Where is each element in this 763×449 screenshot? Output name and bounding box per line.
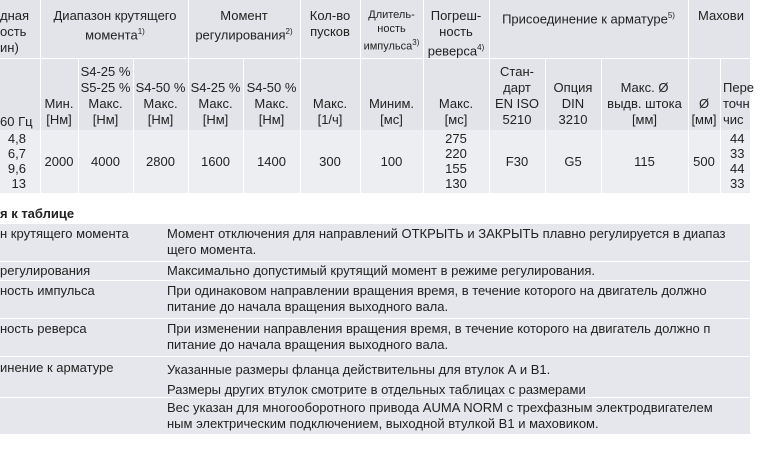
note-row: инение к арматуре Указанные размеры фланца действительны для втулок А и B1. Размеры других втулок смотрите в отдельных таблицах с размерами bbox=[0, 357, 750, 397]
s450-value: 2800 bbox=[146, 154, 175, 169]
note-row: Вес указан для многооборотного привода AUMA NORM с трехфазным электродвигателем ным электрическим подключением, выходной втулкой B1 и маховиком. bbox=[0, 398, 750, 434]
starts-value: 300 bbox=[319, 154, 341, 169]
stem-value: 115 bbox=[634, 154, 655, 169]
sub-opt: Опция DIN 3210 bbox=[553, 80, 593, 127]
sub-turn: Пере точн чис bbox=[723, 80, 755, 127]
col0-sub: 60 Гц bbox=[0, 114, 33, 129]
err-values: 275 220 155 130 bbox=[445, 131, 467, 191]
note-row: регулирования Максимально допустимый крутящий момент в режиме регулирования. bbox=[0, 262, 750, 280]
reg50-value: 1400 bbox=[257, 154, 286, 169]
range-header: Диапазон крутящего момента$^{1)}$ bbox=[53, 8, 177, 43]
sub-dia: Ø [мм] bbox=[691, 96, 717, 127]
note-row: ность импульса При одинаковом направлении вращения время, в течение которого на двигатель должно питание до начала вращения выходного вала. bbox=[0, 281, 750, 318]
col0-header: дная ость ин) bbox=[0, 8, 30, 55]
turn-values: 44 33 44 33 bbox=[730, 131, 745, 191]
note-row: ность реверса При изменении направления вращения время, в течение которого на двигатель должно п питание до начала вращения выходного вала. bbox=[0, 319, 750, 356]
sub-min: Мин. [Нм] bbox=[44, 96, 74, 127]
sub-s450: S4-50 % Макс. [Нм] bbox=[135, 80, 186, 127]
pulse-header: Длитель- ность импульса$^{3)}$ bbox=[363, 9, 420, 53]
opt-value: G5 bbox=[564, 154, 582, 169]
sub-pulse: Миним. [мс] bbox=[368, 96, 415, 127]
reg-header: Момент регулирования$^{2)}$ bbox=[195, 8, 293, 43]
pulse-value: 100 bbox=[380, 154, 403, 169]
col0-values: 4,8 6,7 9,6 13 bbox=[7, 131, 26, 191]
reg25-value: 1600 bbox=[201, 154, 230, 169]
s425-value: 4000 bbox=[91, 154, 120, 169]
note-row: н крутящего момента Момент отключения для направлений ОТКРЫТЬ и ЗАКРЫТЬ плавно регулируется в диапаз щего момента. bbox=[0, 224, 750, 261]
sub-s425: S4-25 % S5-25 % Макс. [Нм] bbox=[80, 64, 131, 127]
conn-header: Присоединение к арматуре$^{5)}$ bbox=[502, 11, 675, 27]
sub-stem: Макс. Ø выдв. штока [мм] bbox=[607, 80, 682, 127]
notes-title: я к таблице bbox=[0, 204, 750, 224]
dia-value: 500 bbox=[693, 154, 715, 169]
sub-std: Стан- дарт EN ISO 5210 bbox=[494, 64, 540, 127]
sub-starts: Макс. [1/ч] bbox=[312, 96, 348, 127]
err-header: Погреш- ность реверса$^{4)}$ bbox=[427, 8, 485, 59]
starts-header: Кол-во пусков bbox=[309, 8, 351, 39]
fly-header: Махови bbox=[698, 8, 744, 23]
min-value: 2000 bbox=[44, 154, 74, 169]
sub-err: Макс. [мс] bbox=[438, 96, 474, 127]
sub-reg25: S4-25 % Макс. [Нм] bbox=[190, 80, 241, 127]
sub-reg50: S4-50 % Макс. [Нм] bbox=[246, 80, 297, 127]
std-value: F30 bbox=[505, 154, 529, 169]
